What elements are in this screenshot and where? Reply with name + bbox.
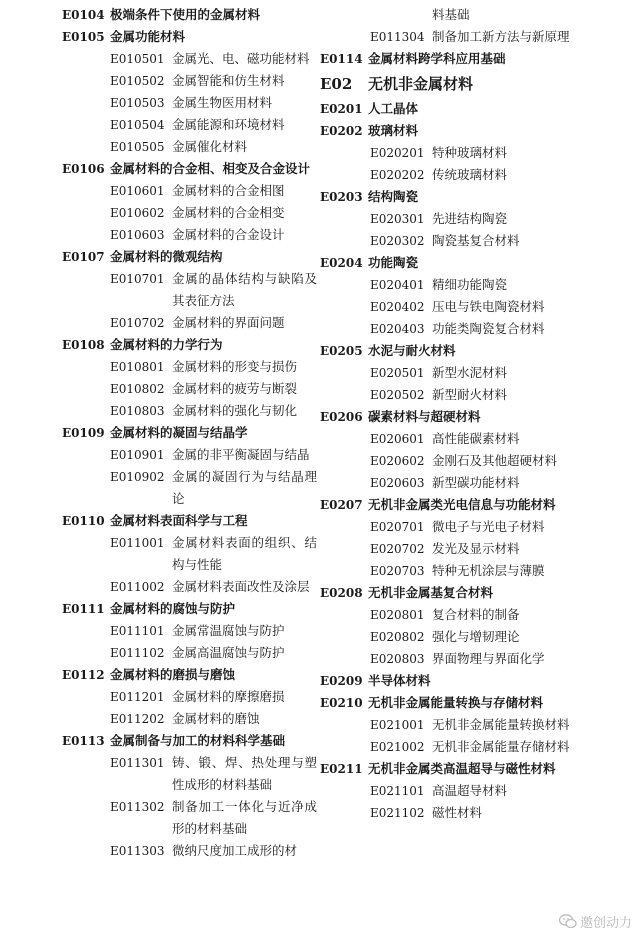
- subcategory-entry: [370, 472, 635, 494]
- entry-title: 精细功能陶瓷: [432, 277, 508, 292]
- entry-code: E020703: [370, 564, 425, 578]
- watermark: [557, 912, 634, 931]
- subcategory-entry: [370, 714, 635, 736]
- subcategory-entry: [110, 180, 317, 202]
- entry-title: 金属功能材料: [110, 29, 186, 44]
- entry-code: E010603: [110, 228, 165, 242]
- subcategory-entry: [370, 450, 635, 472]
- category-entry: [320, 494, 635, 516]
- entry-title: 金属的晶体结构与缺陷及其表征方法: [172, 271, 317, 308]
- entry-title: 人工晶体: [368, 101, 419, 116]
- entry-title: 金属材料的合金设计: [172, 227, 285, 242]
- entry-code: E010802: [110, 382, 165, 396]
- category-entry: [320, 758, 635, 780]
- entry-title: 界面物理与界面化学: [432, 651, 545, 666]
- subcategory-entry: [370, 538, 635, 560]
- entry-code: E010902: [110, 470, 165, 484]
- entry-code: E020201: [370, 146, 425, 160]
- entry-code: E0209: [320, 674, 363, 688]
- entry-title: 金属材料表面改性及涂层: [172, 579, 310, 594]
- category-entry: [320, 670, 635, 692]
- subcategory-entry: [370, 648, 635, 670]
- entry-title: 金属的凝固行为与结晶理论: [172, 469, 317, 506]
- category-entry: [62, 422, 317, 444]
- entry-code: E0205: [320, 344, 363, 358]
- entry-code: E011001: [110, 536, 165, 550]
- entry-title: 金属材料的合金相、相变及合金设计: [110, 161, 311, 176]
- entry-code: E010702: [110, 316, 165, 330]
- entry-code: E021002: [370, 740, 425, 754]
- entry-code: E0208: [320, 586, 363, 600]
- subcategory-entry: [370, 384, 635, 406]
- category-entry: [320, 582, 635, 604]
- subcategory-entry: [370, 802, 635, 824]
- entry-code: E020301: [370, 212, 425, 226]
- entry-title: 先进结构陶瓷: [432, 211, 508, 226]
- entry-title: 金属能源和环境材料: [172, 117, 285, 132]
- entry-title: 金属生物医用材料: [172, 95, 273, 110]
- subcategory-entry: [110, 642, 317, 664]
- entry-title: 特种无机涂层与薄膜: [432, 563, 545, 578]
- subcategory-entry: [370, 318, 635, 340]
- entry-code: E020803: [370, 652, 425, 666]
- entry-title: 金属常温腐蚀与防护: [172, 623, 285, 638]
- entry-code: E0113: [62, 734, 105, 748]
- category-entry: [320, 48, 635, 70]
- entry-title: 金属材料的腐蚀与防护: [110, 601, 236, 616]
- subcategory-entry: [110, 202, 317, 224]
- entry-title: 金属材料的力学行为: [110, 337, 223, 352]
- subcategory-entry: [110, 70, 317, 92]
- entry-code: E020801: [370, 608, 425, 622]
- subcategory-entry: [110, 312, 317, 334]
- category-entry: [62, 334, 317, 356]
- category-entry: [62, 26, 317, 48]
- category-entry: [320, 120, 635, 142]
- entry-title: 金属材料跨学科应用基础: [368, 51, 506, 66]
- entry-title: 金属材料的合金相图: [172, 183, 285, 198]
- category-entry: [320, 252, 635, 274]
- entry-title: 高温超导材料: [432, 783, 508, 798]
- entry-title: 半导体材料: [368, 673, 431, 688]
- entry-code: E0108: [62, 338, 105, 352]
- entry-code: E0202: [320, 124, 363, 138]
- category-entry: [320, 406, 635, 428]
- left-column: [62, 4, 317, 862]
- entry-code: E020802: [370, 630, 425, 644]
- subcategory-entry: [110, 576, 317, 598]
- entry-title: 制备加工一体化与近净成形的材料基础: [172, 799, 317, 836]
- category-entry: [62, 664, 317, 686]
- entry-code: E010803: [110, 404, 165, 418]
- category-entry: [320, 98, 635, 120]
- entry-code: E020401: [370, 278, 425, 292]
- category-entry: [62, 510, 317, 532]
- entry-code: E0206: [320, 410, 363, 424]
- entry-title: 新型耐火材料: [432, 387, 508, 402]
- entry-title: 结构陶瓷: [368, 189, 419, 204]
- entry-title: 铸、锻、焊、热处理与塑性成形的材料基础: [172, 755, 317, 792]
- entry-code: E0211: [320, 762, 363, 776]
- entry-code: E011303: [110, 844, 165, 858]
- entry-title: 新型碳功能材料: [432, 475, 520, 490]
- subcategory-entry: [110, 114, 317, 136]
- subcategory-entry: [370, 560, 635, 582]
- entry-code: E020403: [370, 322, 425, 336]
- watermark-text: 邀创动力: [579, 916, 632, 931]
- entry-title: 金属制备与加工的材料科学基础: [110, 733, 286, 748]
- entry-code: E0207: [320, 498, 363, 512]
- subcategory-entry: [110, 224, 317, 246]
- subcategory-entry: [370, 780, 635, 802]
- entry-title: 微电子与光电子材料: [432, 519, 545, 534]
- entry-title: 金属高温腐蚀与防护: [172, 645, 285, 660]
- subcategory-entry: [110, 708, 317, 730]
- entry-code: E02: [320, 75, 353, 93]
- entry-title: 无机非金属类高温超导与磁性材料: [368, 761, 556, 776]
- subcategory-entry: [370, 736, 635, 758]
- right-column: [320, 4, 635, 824]
- entry-code: E011101: [110, 624, 165, 638]
- entry-code: E020603: [370, 476, 425, 490]
- entry-title: 金属材料的合金相变: [172, 205, 285, 220]
- subcategory-entry: [110, 378, 317, 400]
- entry-code: E0105: [62, 30, 105, 44]
- subcategory-entry: [110, 620, 317, 642]
- entry-code: E0106: [62, 162, 105, 176]
- subcategory-entry: [370, 604, 635, 626]
- entry-code: E021001: [370, 718, 425, 732]
- category-entry: [320, 186, 635, 208]
- entry-title: 金刚石及其他超硬材料: [432, 453, 558, 468]
- category-entry: [320, 692, 635, 714]
- entry-code: E0203: [320, 190, 363, 204]
- entry-title: 金属材料的形变与损伤: [172, 359, 298, 374]
- entry-code: E011202: [110, 712, 165, 726]
- entry-code: E011302: [110, 800, 165, 814]
- entry-code: E011304: [370, 30, 425, 44]
- wechat-icon: [559, 914, 577, 929]
- entry-title: 玻璃材料: [368, 123, 419, 138]
- subcategory-entry: [110, 752, 317, 796]
- subcategory-entry: [110, 840, 317, 862]
- entry-title: 功能陶瓷: [368, 255, 419, 270]
- entry-code: E020501: [370, 366, 425, 380]
- entry-title: 碳素材料与超硬材料: [368, 409, 481, 424]
- entry-code: E020502: [370, 388, 425, 402]
- entry-code: E010502: [110, 74, 165, 88]
- entry-title: 压电与铁电陶瓷材料: [432, 299, 545, 314]
- entry-code: E010701: [110, 272, 165, 286]
- entry-code: E021101: [370, 784, 425, 798]
- subcategory-entry: [370, 296, 635, 318]
- entry-code: E020702: [370, 542, 425, 556]
- entry-title: 金属材料的磨损与磨蚀: [110, 667, 236, 682]
- entry-title: 无机非金属材料: [368, 75, 474, 93]
- entry-code: E010503: [110, 96, 165, 110]
- subcategory-entry: [110, 136, 317, 158]
- entry-title: 发光及显示材料: [432, 541, 520, 556]
- category-entry: [62, 246, 317, 268]
- entry-code: E0112: [62, 668, 105, 682]
- entry-code: E0204: [320, 256, 363, 270]
- entry-title: 金属材料的凝固与结晶学: [110, 425, 248, 440]
- entry-code: E011301: [110, 756, 165, 770]
- entry-code: E020402: [370, 300, 425, 314]
- entry-code: E010505: [110, 140, 165, 154]
- subcategory-entry: [110, 532, 317, 576]
- entry-title: 金属材料的界面问题: [172, 315, 285, 330]
- subcategory-entry: [110, 400, 317, 422]
- entry-title: 水泥与耐火材料: [368, 343, 456, 358]
- subcategory-entry: [370, 208, 635, 230]
- entry-code: E0210: [320, 696, 363, 710]
- entry-title: 高性能碳素材料: [432, 431, 520, 446]
- entry-title: 金属材料的强化与韧化: [172, 403, 298, 418]
- entry-code: E010504: [110, 118, 165, 132]
- subcategory-entry: [110, 686, 317, 708]
- entry-title: 料基础: [432, 7, 470, 22]
- entry-title: 金属材料的疲劳与断裂: [172, 381, 298, 396]
- category-entry: [62, 730, 317, 752]
- entry-code: E010602: [110, 206, 165, 220]
- subcategory-entry: [370, 626, 635, 648]
- entry-code: E020602: [370, 454, 425, 468]
- subcategory-entry: [370, 274, 635, 296]
- subcategory-entry: [370, 164, 635, 186]
- entry-code: E010801: [110, 360, 165, 374]
- category-entry: [62, 598, 317, 620]
- entry-title: 传统玻璃材料: [432, 167, 508, 182]
- entry-code: E011201: [110, 690, 165, 704]
- subcategory-entry: [110, 48, 317, 70]
- entry-code: E010501: [110, 52, 165, 66]
- entry-code: E0111: [62, 602, 105, 616]
- entry-code: E0109: [62, 426, 105, 440]
- category-entry: [320, 340, 635, 362]
- entry-title: 金属材料表面的组织、结构与性能: [172, 535, 317, 572]
- entry-code: E020302: [370, 234, 425, 248]
- entry-title: 金属的非平衡凝固与结晶: [172, 447, 310, 462]
- entry-title: 金属材料的磨蚀: [172, 711, 260, 726]
- entry-code: E021102: [370, 806, 425, 820]
- subcategory-entry: [110, 796, 317, 840]
- entry-title: 金属材料表面科学与工程: [110, 513, 248, 528]
- entry-code: E020701: [370, 520, 425, 534]
- entry-code: E010901: [110, 448, 165, 462]
- entry-title: 强化与增韧理论: [432, 629, 520, 644]
- entry-title: 陶瓷基复合材料: [432, 233, 520, 248]
- subcategory-entry: [110, 356, 317, 378]
- entry-code: E010601: [110, 184, 165, 198]
- entry-title: 无机非金属能量转换与存储材料: [368, 695, 544, 710]
- subcategory-entry: [110, 268, 317, 312]
- subcategory-entry: [110, 92, 317, 114]
- entry-title: 复合材料的制备: [432, 607, 520, 622]
- entry-title: 金属光、电、磁功能材料: [172, 51, 310, 66]
- entry-code: E011002: [110, 580, 165, 594]
- entry-title: 极端条件下使用的金属材料: [110, 7, 261, 22]
- entry-title: 功能类陶瓷复合材料: [432, 321, 545, 336]
- entry-title: 新型水泥材料: [432, 365, 508, 380]
- subcategory-entry: [370, 26, 635, 48]
- entry-title: 特种玻璃材料: [432, 145, 508, 160]
- entry-code: E020202: [370, 168, 425, 182]
- entry-code: E020601: [370, 432, 425, 446]
- entry-code: E0201: [320, 102, 363, 116]
- entry-title: 微纳尺度加工成形的材: [172, 843, 298, 858]
- entry-title: 金属材料的微观结构: [110, 249, 223, 264]
- subcategory-entry: [370, 362, 635, 384]
- entry-code: E0107: [62, 250, 105, 264]
- entry-title: 金属智能和仿生材料: [172, 73, 285, 88]
- subcategory-entry: [370, 230, 635, 252]
- entry-code: E011102: [110, 646, 165, 660]
- entry-title: 磁性材料: [432, 805, 483, 820]
- entry-title: 制备加工新方法与新原理: [432, 29, 570, 44]
- entry-title: 无机非金属能量存储材料: [432, 739, 570, 754]
- entry-title: 无机非金属基复合材料: [368, 585, 494, 600]
- category-entry: [62, 158, 317, 180]
- subcategory-entry: [370, 516, 635, 538]
- subcategory-entry: [110, 466, 317, 510]
- entry-title: 无机非金属能量转换材料: [432, 717, 570, 732]
- entry-code: E0104: [62, 8, 105, 22]
- entry-title: 金属催化材料: [172, 139, 248, 154]
- category-entry: [62, 4, 317, 26]
- subcategory-entry: [110, 444, 317, 466]
- entry-code: E0110: [62, 514, 105, 528]
- subcategory-entry: [370, 142, 635, 164]
- subcategory-entry: [370, 4, 635, 26]
- section-heading: [320, 70, 635, 98]
- subcategory-entry: [370, 428, 635, 450]
- entry-title: 无机非金属类光电信息与功能材料: [368, 497, 556, 512]
- entry-code: E0114: [320, 52, 363, 66]
- entry-title: 金属材料的摩擦磨损: [172, 689, 285, 704]
